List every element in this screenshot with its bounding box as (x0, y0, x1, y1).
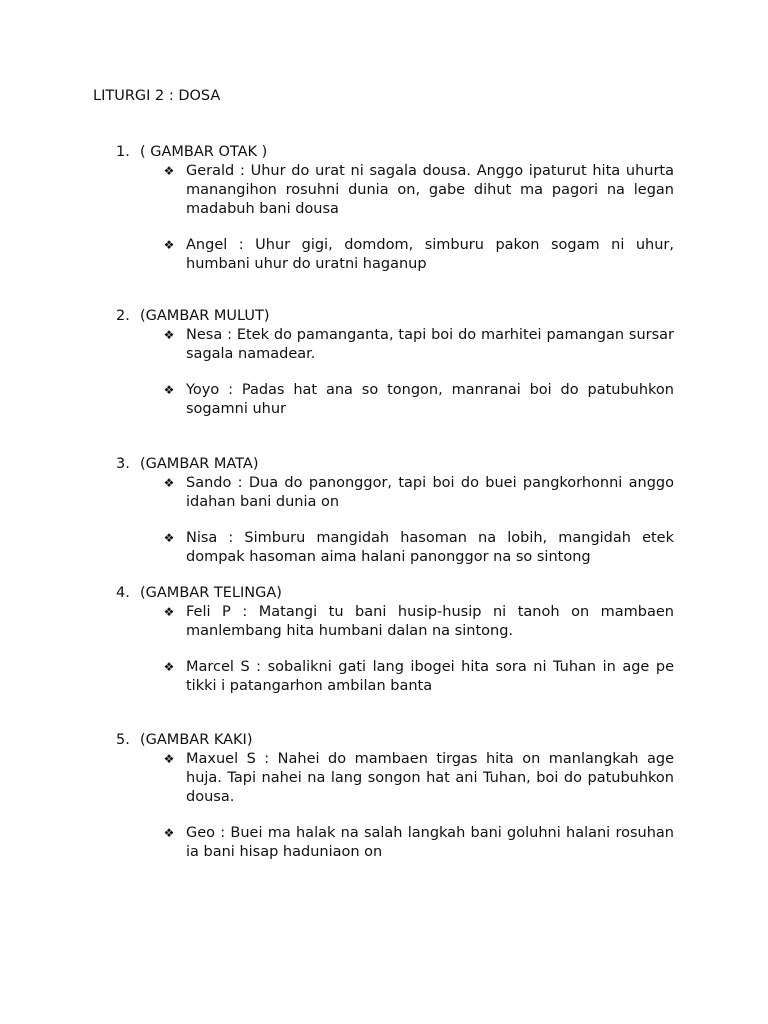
diamond-bullet-icon: ❖ (163, 605, 175, 619)
bullet-text: Angel : Uhur gigi, domdom, simburu pakon sogam ni uhur, humbani uhur do uratni haganup (186, 237, 674, 272)
section-label: (GAMBAR KAKI) (140, 732, 253, 748)
document-title: LITURGI 2 : DOSA (93, 88, 221, 104)
bullet-text: Geo : Buei ma halak na salah langkah bani goluhni halani rosuhan ia bani hisap haduniaon on (186, 825, 674, 860)
section-number: 1. (116, 144, 130, 160)
section-heading (116, 584, 676, 603)
bullet-text: Feli P : Matangi tu bani husip-husip ni tanoh on mambaen manlembang hita humbani dalan na sintong. (186, 604, 674, 639)
diamond-bullet-icon: ❖ (163, 328, 175, 342)
diamond-bullet-icon: ❖ (163, 660, 175, 674)
diamond-bullet-icon: ❖ (163, 164, 175, 178)
diamond-bullet-icon: ❖ (163, 752, 175, 766)
section-1 (116, 143, 676, 274)
section-number: 2. (116, 308, 130, 324)
section-heading (116, 455, 676, 474)
bullet-item (162, 236, 674, 274)
diamond-bullet-icon: ❖ (163, 826, 175, 840)
diamond-bullet-icon: ❖ (163, 238, 175, 252)
diamond-bullet-icon: ❖ (163, 531, 175, 545)
section-label: (GAMBAR TELINGA) (140, 585, 282, 601)
bullet-text: Marcel S : sobalikni gati lang ibogei hita sora ni Tuhan in age pe tikki i patangarhon ambilan banta (186, 659, 674, 694)
section-heading (116, 307, 676, 326)
bullet-text: Nesa : Etek do pamanganta, tapi boi do marhitei pamangan sursar sagala namadear. (186, 327, 674, 362)
bullet-item (162, 381, 674, 419)
bullet-text: Nisa : Simburu mangidah hasoman na lobih, mangidah etek dompak hasoman aima halani panonggor na so sintong (186, 530, 674, 565)
bullet-text: Yoyo : Padas hat ana so tongon, manranai boi do patubuhkon sogamni uhur (186, 382, 674, 417)
bullet-text: Sando : Dua do panonggor, tapi boi do buei pangkorhonni anggo idahan bani dunia on (186, 475, 674, 510)
section-number: 3. (116, 456, 130, 472)
diamond-bullet-icon: ❖ (163, 476, 175, 490)
bullet-item (162, 162, 674, 219)
bullet-item (162, 529, 674, 567)
section-2 (116, 307, 676, 419)
section-number: 5. (116, 732, 130, 748)
section-5 (116, 731, 676, 862)
section-label: (GAMBAR MULUT) (140, 308, 270, 324)
section-label: (GAMBAR MATA) (140, 456, 259, 472)
bullet-text: Maxuel S : Nahei do mambaen tirgas hita on manlangkah age huja. Tapi nahei na lang songon hat ani Tuhan, boi do patubuhkon dousa. (186, 751, 674, 805)
section-heading (116, 731, 676, 750)
section-3 (116, 455, 676, 567)
bullet-item (162, 326, 674, 364)
section-4 (116, 584, 676, 696)
diamond-bullet-icon: ❖ (163, 383, 175, 397)
bullet-item (162, 824, 674, 862)
bullet-item (162, 474, 674, 512)
bullet-text: Gerald : Uhur do urat ni sagala dousa. Anggo ipaturut hita uhurta manangihon rosuhni dunia on, gabe dihut ma pagori na legan madabuh bani dousa (186, 163, 674, 217)
section-heading (116, 143, 676, 162)
bullet-item (162, 658, 674, 696)
bullet-item (162, 750, 674, 807)
section-number: 4. (116, 585, 130, 601)
bullet-item (162, 603, 674, 641)
section-label: ( GAMBAR OTAK ) (140, 144, 268, 160)
